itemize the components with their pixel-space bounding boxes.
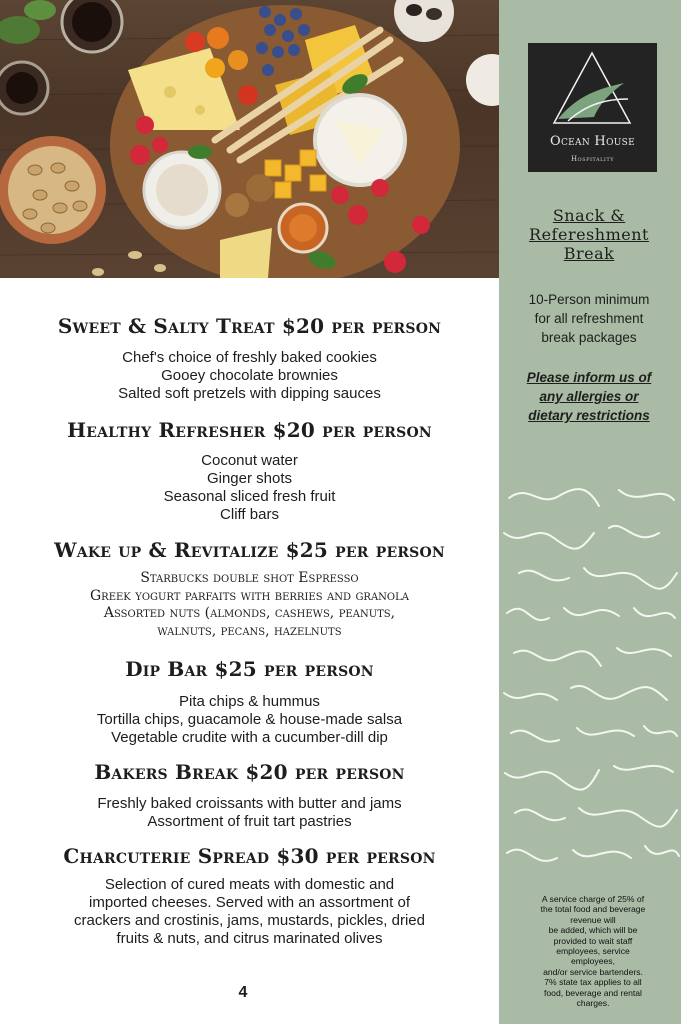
page-number: 4	[238, 984, 248, 1001]
section-title-bakers-break: Bakers Break $20 per person	[94, 760, 405, 784]
service-charge-notice: A service charge of 25% of the total food and beverage revenue will be added, which will be provided to wait staff employees, service employees, and/or service bartenders. 7% state tax applies to all food, beverage and rental charges.	[540, 894, 646, 1009]
section-items-healthy-refresher	[10, 452, 489, 524]
menu-item: Coconut water	[201, 452, 298, 469]
menu-item: fruits & nuts, and citrus marinated olives	[116, 930, 383, 947]
brand-logo	[528, 43, 657, 172]
charcuterie-board-illustration	[0, 0, 499, 278]
minimum-note: 10-Person minimum for all refreshment break packages	[528, 292, 650, 345]
menu-item: Seasonal sliced fresh fruit	[163, 488, 336, 505]
section-title-dip-bar: Dip Bar $25 per person	[125, 657, 374, 681]
menu-item: Selection of cured meats with domestic and	[104, 876, 395, 893]
section-title-wake-up: Wake up & Revitalize $25 per person	[54, 538, 445, 562]
menu-item: Gooey chocolate brownies	[161, 367, 338, 384]
section-items-charcuterie	[10, 876, 489, 948]
brand-name: Ocean House	[550, 134, 635, 149]
section-items-dip-bar	[10, 693, 489, 747]
menu-item: Assortment of fruit tart pastries	[147, 813, 352, 830]
menu-item: Tortilla chips, guacamole & house-made salsa	[96, 711, 403, 728]
menu-item: crackers and crostinis, jams, mustards, pickles, dried	[74, 912, 425, 929]
section-items-bakers-break	[10, 795, 489, 831]
menu-item: walnuts, pecans, hazelnuts	[157, 623, 342, 640]
menu-item: Pita chips & hummus	[179, 693, 320, 710]
menu-item: Starbucks double shot Espresso	[140, 570, 359, 586]
menu-item: Salted soft pretzels with dipping sauces	[118, 385, 381, 402]
menu-item: Vegetable crudite with a cucumber-dill dip	[111, 729, 388, 746]
wave-triangle-icon	[528, 43, 657, 172]
section-title-charcuterie: Charcuterie Spread $30 per person	[63, 844, 436, 868]
section-title-sweet-salty: Sweet & Salty Treat $20 per person	[57, 314, 442, 338]
section-items-sweet-salty	[10, 349, 489, 403]
menu-item: Chef's choice of freshly baked cookies	[122, 349, 377, 366]
brand-subtitle: Hospitality	[570, 155, 615, 163]
menu-item: Assorted nuts (almonds, cashews, peanuts,	[103, 605, 396, 622]
section-items-wake-up	[10, 570, 489, 641]
decorative-squiggle-pattern	[499, 478, 681, 878]
menu-item: Ginger shots	[206, 470, 293, 487]
section-title-healthy-refresher: Healthy Refresher $20 per person	[67, 418, 432, 442]
hero-food-photo	[0, 0, 499, 278]
menu-item: Cliff bars	[220, 506, 279, 523]
menu-item: Freshly baked croissants with butter and jams	[97, 795, 402, 812]
allergy-note: Please inform us of any allergies or dietary restrictions	[526, 370, 652, 423]
menu-item: Greek yogurt parfaits with berries and granola	[89, 587, 409, 604]
menu-item: imported cheeses. Served with an assortment of	[89, 894, 410, 911]
page-title: Snack & Refereshment Break	[529, 206, 649, 263]
